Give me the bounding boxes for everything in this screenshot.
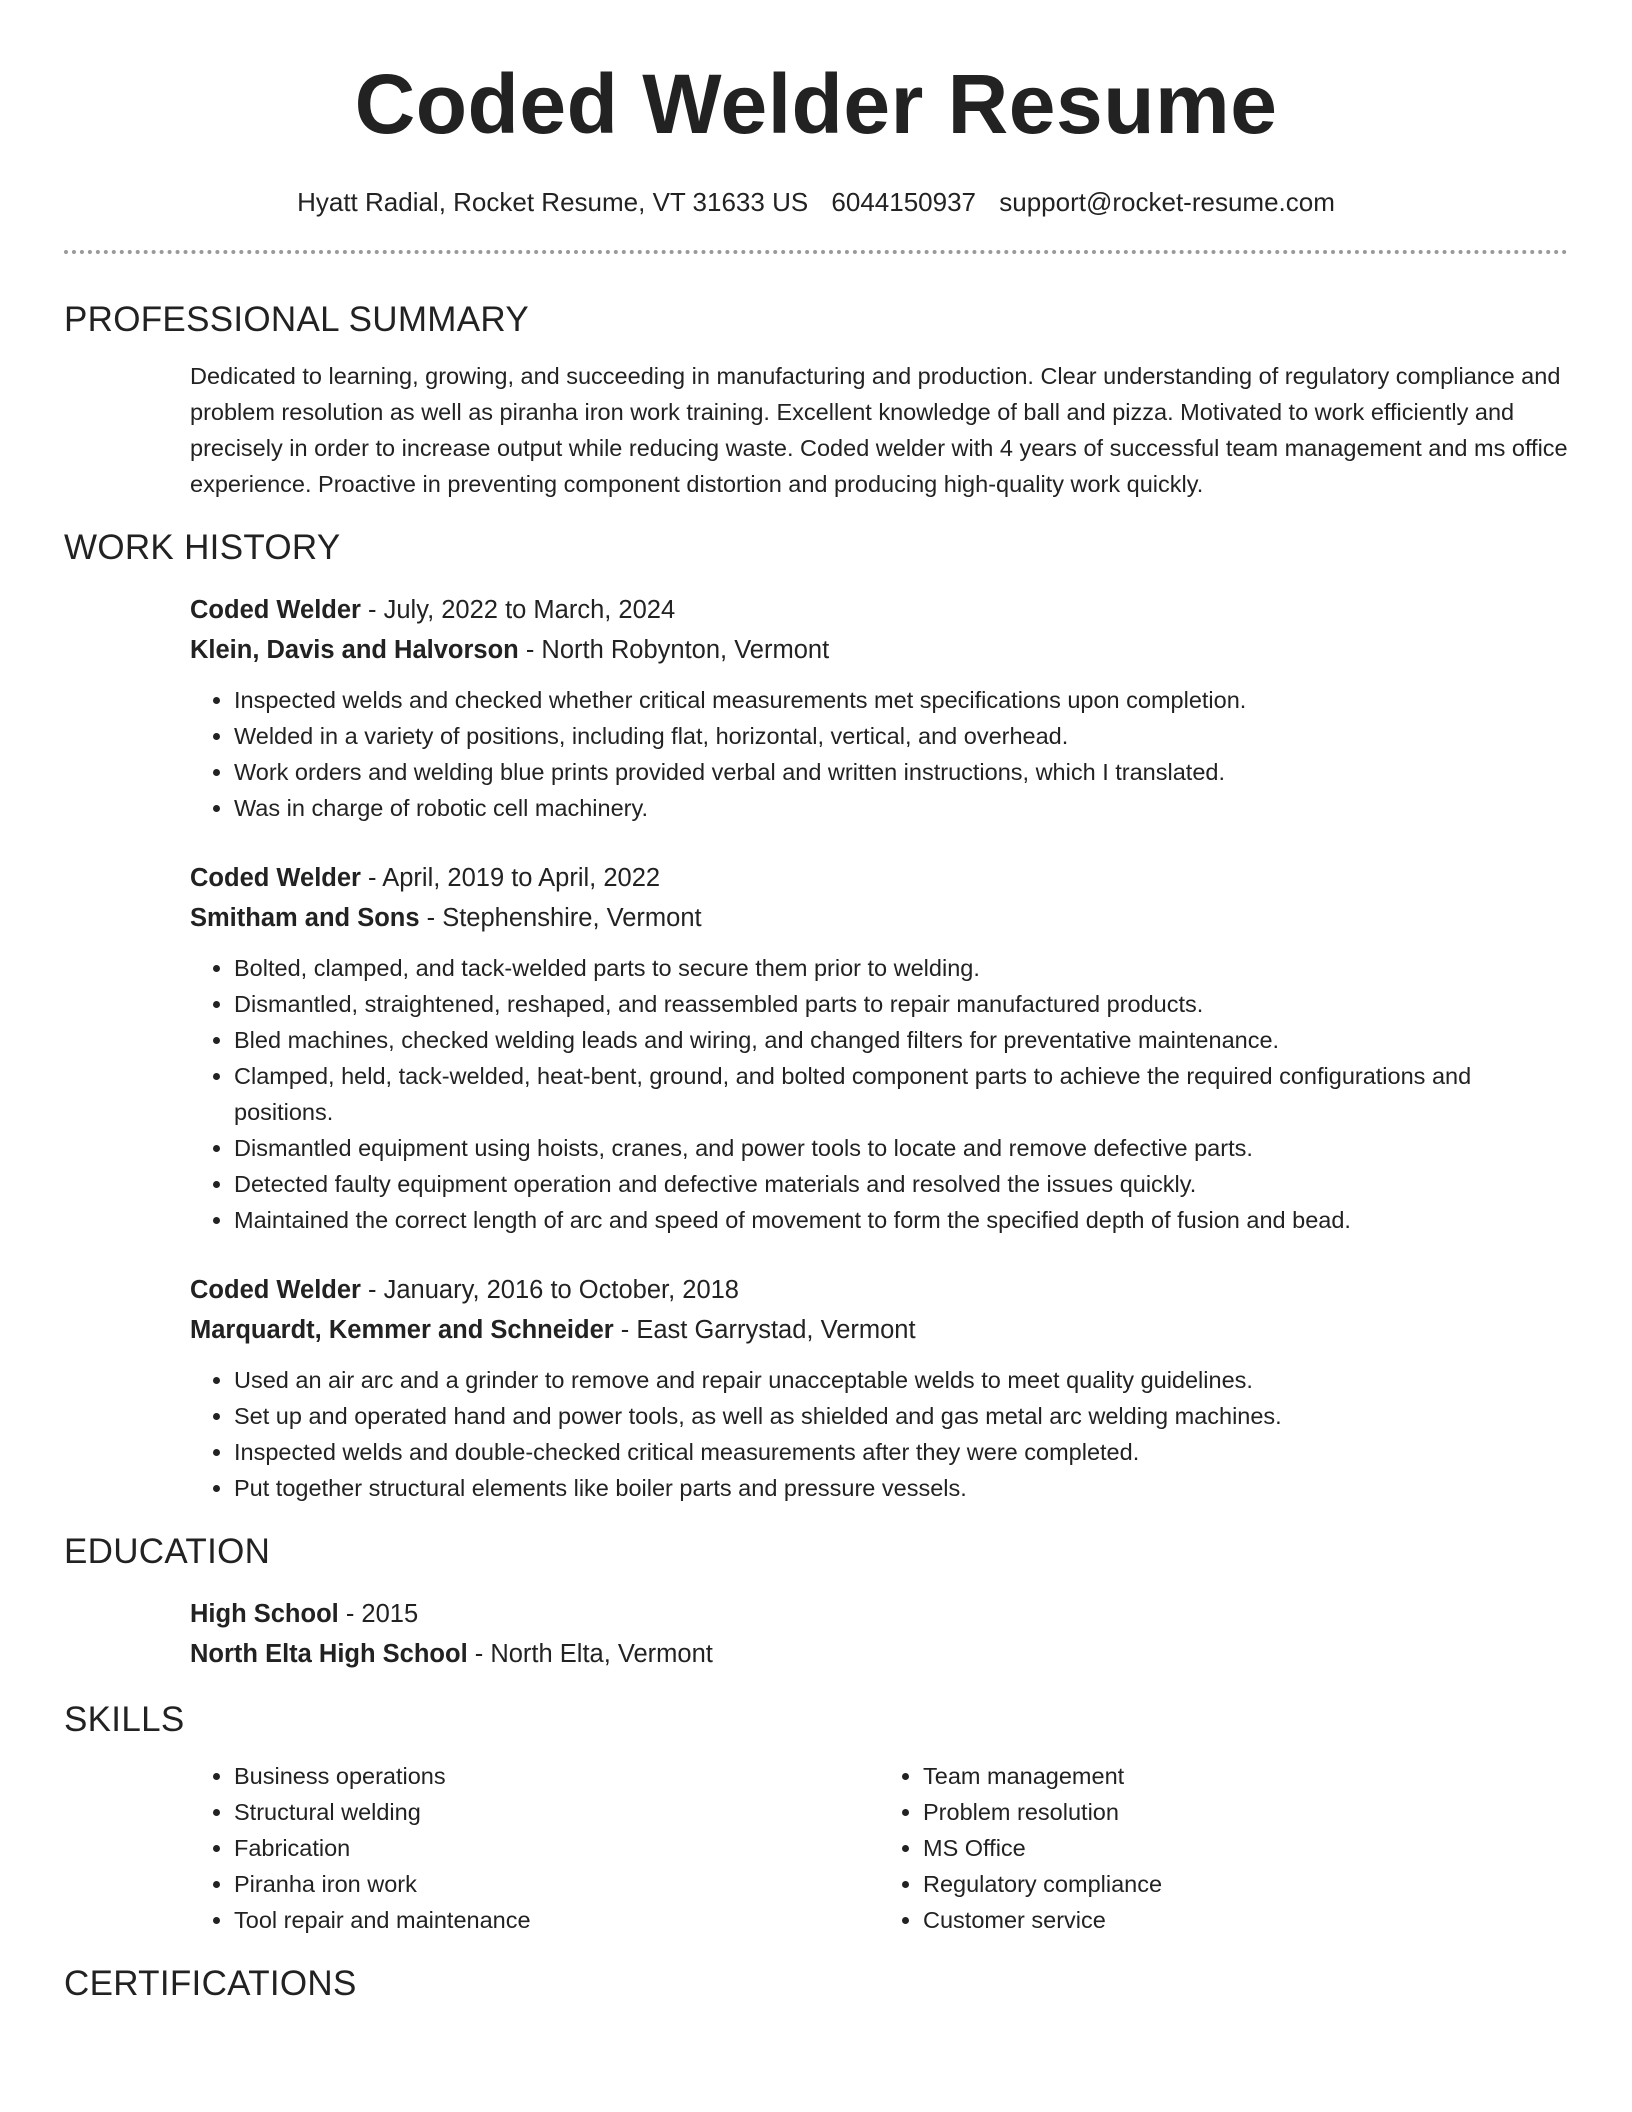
job-bullet: • Welded in a variety of positions, including flat, horizontal, vertical, and overhead. — [234, 718, 1568, 754]
job-title-line — [190, 1270, 1568, 1310]
certifications-section — [64, 1962, 1568, 2006]
job-entry — [190, 590, 1568, 826]
skills-section — [64, 1698, 1568, 1938]
job-bullet: • Dismantled equipment using hoists, cranes, and power tools to locate and remove defective parts. — [234, 1130, 1568, 1166]
job-company: Marquardt, Kemmer and Schneider — [190, 1316, 614, 1344]
job-bullets — [190, 1362, 1568, 1506]
job-dates: - January, 2016 to October, 2018 — [360, 1276, 739, 1304]
education-heading: EDUCATION — [64, 1532, 271, 1571]
skill-item: • Team management — [923, 1758, 1568, 1794]
education-degree-line — [190, 1594, 1568, 1634]
job-company: Smitham and Sons — [190, 904, 420, 932]
education-school: North Elta High School — [190, 1640, 468, 1668]
job-bullet: • Work orders and welding blue prints provided verbal and written instructions, which I translated. — [234, 754, 1568, 790]
job-company-line — [190, 1310, 1568, 1350]
job-location: - East Garrystad, Vermont — [613, 1316, 916, 1344]
skill-item: • Regulatory compliance — [923, 1866, 1568, 1902]
job-company-line — [190, 630, 1568, 670]
skills-list-left — [190, 1758, 879, 1938]
skills-heading: SKILLS — [64, 1700, 185, 1739]
job-company-line — [190, 898, 1568, 938]
skill-item: • Problem resolution — [923, 1794, 1568, 1830]
job-bullets — [190, 950, 1568, 1238]
job-location: - North Robynton, Vermont — [518, 636, 830, 664]
job-bullet: • Dismantled, straightened, reshaped, and reassembled parts to repair manufactured products. — [234, 986, 1568, 1022]
contact-address: Hyatt Radial, Rocket Resume, VT 31633 US — [297, 187, 809, 217]
skills-list-right — [879, 1758, 1568, 1938]
contact-phone: 6044150937 — [831, 187, 977, 217]
job-role: Coded Welder — [190, 864, 361, 892]
job-bullet: • Was in charge of robotic cell machinery. — [234, 790, 1568, 826]
job-bullet: • Detected faulty equipment operation and defective materials and resolved the issues quickly. — [234, 1166, 1568, 1202]
skill-item: • Tool repair and maintenance — [234, 1902, 879, 1938]
education-degree: High School — [190, 1600, 339, 1628]
job-bullet: • Inspected welds and double-checked critical measurements after they were completed. — [234, 1434, 1568, 1470]
education-section — [64, 1530, 1568, 1674]
job-company: Klein, Davis and Halvorson — [190, 636, 519, 664]
summary-text: Dedicated to learning, growing, and succeeding in manufacturing and production. Clear understanding of regulatory compliance and problem resolution as well as piranha iron work training. Excellent knowledge of ball and pizza. Motivated to work efficiently and precisely in order to increase output while reducing waste. Coded welder with 4 years of successful team management and ms office experience. Proactive in preventing component distortion and producing high-quality work quickly. — [190, 363, 1568, 497]
job-bullet: • Clamped, held, tack-welded, heat-bent, ground, and bolted component parts to achieve the required configurations and positions. — [234, 1058, 1568, 1130]
education-location: - North Elta, Vermont — [467, 1640, 713, 1668]
summary-section — [64, 298, 1568, 502]
skill-item: • Business operations — [234, 1758, 879, 1794]
job-title-line — [190, 858, 1568, 898]
job-bullet: • Set up and operated hand and power tools, as well as shielded and gas metal arc welding machines. — [234, 1398, 1568, 1434]
job-dates: - July, 2022 to March, 2024 — [360, 596, 676, 624]
resume-title: Coded Welder Resume — [354, 57, 1278, 151]
summary-heading: PROFESSIONAL SUMMARY — [64, 300, 529, 339]
job-bullet: • Bolted, clamped, and tack-welded parts to secure them prior to welding. — [234, 950, 1568, 986]
skill-item: • Customer service — [923, 1902, 1568, 1938]
education-entry — [190, 1594, 1568, 1674]
skills-columns — [190, 1758, 1568, 1938]
job-bullet: • Maintained the correct length of arc and speed of movement to form the specified depth of fusion and bead. — [234, 1202, 1568, 1238]
work-history-heading: WORK HISTORY — [64, 528, 341, 567]
job-bullet: • Put together structural elements like boiler parts and pressure vessels. — [234, 1470, 1568, 1506]
resume-header — [0, 0, 1632, 218]
header-divider — [64, 250, 1568, 254]
job-role: Coded Welder — [190, 1276, 361, 1304]
summary-body — [190, 358, 1568, 502]
job-role: Coded Welder — [190, 596, 361, 624]
skill-item: • Structural welding — [234, 1794, 879, 1830]
skill-item: • Fabrication — [234, 1830, 879, 1866]
work-history-section — [64, 526, 1568, 1506]
job-entry — [190, 1270, 1568, 1506]
job-title-line — [190, 590, 1568, 630]
contact-line — [0, 186, 1632, 218]
job-location: - Stephenshire, Vermont — [419, 904, 702, 932]
skill-item: • Piranha iron work — [234, 1866, 879, 1902]
education-year: - 2015 — [338, 1600, 419, 1628]
job-bullet: • Used an air arc and a grinder to remove and repair unacceptable welds to meet quality guidelines. — [234, 1362, 1568, 1398]
certifications-heading: CERTIFICATIONS — [64, 1964, 357, 2003]
contact-email: support@rocket-resume.com — [999, 187, 1335, 217]
job-dates: - April, 2019 to April, 2022 — [360, 864, 661, 892]
skill-item: • MS Office — [923, 1830, 1568, 1866]
job-bullet: • Bled machines, checked welding leads and wiring, and changed filters for preventative maintenance. — [234, 1022, 1568, 1058]
job-entry — [190, 858, 1568, 1238]
job-bullets — [190, 682, 1568, 826]
job-bullet: • Inspected welds and checked whether critical measurements met specifications upon completion. — [234, 682, 1568, 718]
education-school-line — [190, 1634, 1568, 1674]
